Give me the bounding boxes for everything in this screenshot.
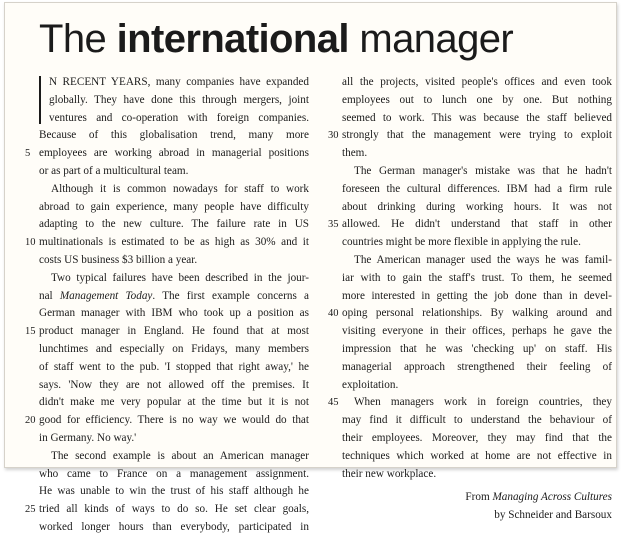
line-number xyxy=(25,181,39,199)
line-number: 20 xyxy=(25,415,36,427)
left-line xyxy=(25,110,309,128)
right-line xyxy=(328,92,612,110)
left-line xyxy=(25,394,309,412)
line-number: 25 xyxy=(25,504,36,516)
left-column xyxy=(25,74,309,537)
line-number: 30 xyxy=(328,130,339,142)
right-line xyxy=(328,181,612,199)
right-line xyxy=(328,74,612,92)
left-line xyxy=(25,412,309,430)
line-number xyxy=(25,270,39,288)
right-line xyxy=(328,216,612,234)
line-text: The German manager's mistake was that he hadn't xyxy=(354,164,612,177)
line-text: their employees. Moreover, they may find that the xyxy=(342,431,612,444)
line-number xyxy=(328,323,342,341)
line-number xyxy=(328,110,342,128)
line-text: countries might be more flexible in applying the rule. xyxy=(342,236,581,249)
line-text: of staff went to the pub. 'I stopped that right away,' he xyxy=(39,360,309,373)
line-number xyxy=(25,92,39,110)
right-line xyxy=(328,412,612,430)
line-text: employees out to lunch one by one. But nothing xyxy=(342,93,612,106)
line-number xyxy=(328,430,342,448)
line-text: globally. They have done this through mergers, joint xyxy=(49,93,309,106)
left-line xyxy=(25,448,309,466)
line-text: abroad to gain experience, many people have difficulty xyxy=(39,200,309,213)
left-line xyxy=(25,270,309,288)
line-text: seemed to work. This was because the staff believed xyxy=(342,111,612,124)
line-text: ventures and co-operation with foreign companies. xyxy=(49,111,309,124)
line-text: When managers work in foreign countries, they xyxy=(354,396,612,409)
line-number xyxy=(328,359,342,377)
right-line xyxy=(328,377,612,395)
drop-cap xyxy=(39,76,41,124)
line-text: The second example is about an American manager xyxy=(51,449,309,462)
line-text: impression that he was 'checking up' on staff. His xyxy=(342,342,612,355)
line-number xyxy=(25,341,39,359)
line-number xyxy=(25,519,39,537)
right-line xyxy=(328,163,612,181)
line-text: in Germany. No way.' xyxy=(39,431,137,444)
line-text: German manager with IBM who took up a position as xyxy=(39,307,309,320)
line-text: all the projects, visited people's offices and even took xyxy=(342,76,612,88)
line-number xyxy=(328,199,342,217)
right-column xyxy=(328,74,612,525)
line-number: 10 xyxy=(25,237,36,249)
right-line xyxy=(328,110,612,128)
left-line xyxy=(25,341,309,359)
article-title xyxy=(39,15,513,63)
line-number xyxy=(328,270,342,288)
line-number xyxy=(328,466,342,484)
left-line xyxy=(25,216,309,234)
right-line xyxy=(328,341,612,359)
line-number xyxy=(328,448,342,466)
line-number xyxy=(328,341,342,359)
line-number xyxy=(328,92,342,110)
right-line xyxy=(328,127,612,145)
line-number: 40 xyxy=(328,308,339,320)
line-number xyxy=(25,110,39,128)
right-line xyxy=(328,305,612,323)
left-line xyxy=(25,359,309,377)
line-text: their new workplace. xyxy=(342,467,437,480)
line-text: didn't make me very popular at the time but it is not xyxy=(39,396,309,409)
right-line xyxy=(328,394,612,412)
line-number xyxy=(328,234,342,252)
right-line xyxy=(328,430,612,448)
left-line xyxy=(25,483,309,501)
left-line xyxy=(25,199,309,217)
left-line xyxy=(25,127,309,145)
credit-authors: by Schneider and Barsoux xyxy=(494,509,612,522)
line-number xyxy=(328,163,342,181)
left-line xyxy=(25,501,309,519)
right-line xyxy=(328,234,612,252)
line-text: about drinking during working hours. It was not xyxy=(342,200,612,213)
line-number xyxy=(328,377,342,395)
line-number xyxy=(328,288,342,306)
line-number xyxy=(328,74,342,92)
line-number xyxy=(25,199,39,217)
right-line xyxy=(328,323,612,341)
line-text: Although it is common nowadays for staff to work xyxy=(51,182,309,195)
line-number: 35 xyxy=(328,219,339,231)
line-text: costs US business $3 billion a year. xyxy=(39,253,198,266)
line-text: or as part of a multicultural team. xyxy=(39,164,189,177)
title-prefix: The xyxy=(39,17,107,61)
title-suffix: manager xyxy=(359,17,514,61)
line-number xyxy=(25,430,39,448)
line-text: who came to France on a management assignment. xyxy=(39,467,309,480)
line-text: Because of this globalisation trend, many more xyxy=(39,129,309,142)
line-number xyxy=(328,412,342,430)
left-line xyxy=(25,430,309,448)
left-line xyxy=(25,163,309,181)
line-number xyxy=(25,127,39,145)
credit-from: From xyxy=(465,491,493,504)
line-text: techniques which worked at home are not effective in xyxy=(342,449,612,462)
title-bold: international xyxy=(116,17,349,61)
left-line xyxy=(25,74,309,92)
line-number xyxy=(25,74,39,92)
line-text: them. xyxy=(342,147,368,160)
line-number: 5 xyxy=(25,148,31,160)
line-number xyxy=(328,145,342,163)
left-line xyxy=(25,92,309,110)
line-text: strongly that the management were trying to exploit xyxy=(342,129,612,142)
left-line xyxy=(25,145,309,163)
line-number xyxy=(25,483,39,501)
right-line xyxy=(328,199,612,217)
credit-book: Managing Across Cultures xyxy=(492,491,612,504)
line-text: may find it difficult to understand the behaviour of xyxy=(342,414,612,427)
line-number xyxy=(328,181,342,199)
line-text: adapting to the new culture. The failure rate in US xyxy=(39,218,309,231)
right-line xyxy=(328,252,612,270)
line-number xyxy=(25,394,39,412)
line-number xyxy=(25,377,39,395)
journal-title: Management Today xyxy=(59,289,153,302)
line-text: He was unable to win the trust of his staff although he xyxy=(39,485,309,498)
line-text: oping personal relationships. By walking around and xyxy=(342,307,612,320)
line-text: Two typical failures have been described in the jour- xyxy=(51,271,309,284)
line-number xyxy=(25,216,39,234)
line-text: managerial approach strengthened their feeling of xyxy=(342,360,612,373)
line-text: says. 'Now they are not allowed off the premises. It xyxy=(39,378,309,391)
left-line xyxy=(25,323,309,341)
line-text: multinationals is estimated to be as high as 30% and it xyxy=(39,236,309,249)
left-line xyxy=(25,252,309,270)
line-number: 15 xyxy=(25,326,36,338)
line-number xyxy=(25,359,39,377)
left-line xyxy=(25,466,309,484)
line-text: N RECENT YEARS, many companies have expanded xyxy=(49,76,309,88)
line-number: 45 xyxy=(328,397,339,409)
left-line xyxy=(25,288,309,306)
line-text: The American manager used the ways he was famil- xyxy=(354,253,612,266)
line-number xyxy=(25,252,39,270)
line-text: foreseen the cultural differences. IBM had a firm rule xyxy=(342,182,612,195)
line-text: visiting everyone in their offices, perhaps he gave the xyxy=(342,325,612,338)
line-text: more interested in getting the job done than in devel- xyxy=(342,289,612,302)
right-line xyxy=(328,466,612,484)
right-line xyxy=(328,270,612,288)
line-text: product manager in England. He found that at most xyxy=(39,325,309,338)
line-text: worked longer hours than everybody, participated in xyxy=(39,520,309,533)
line-text: iar with to gain the staff's trust. To them, he seemed xyxy=(342,271,612,284)
line-number xyxy=(25,288,39,306)
left-line xyxy=(25,519,309,537)
line-text: tried all kinds of ways to do so. He set clear goals, xyxy=(39,503,309,516)
right-line xyxy=(328,359,612,377)
line-number xyxy=(25,448,39,466)
line-text: lunchtimes and especially on Fridays, many members xyxy=(39,342,309,355)
line-text: exploitation. xyxy=(342,378,399,391)
line-text: nal Management Today. The first example concerns a xyxy=(39,289,309,302)
right-line xyxy=(328,288,612,306)
right-line xyxy=(328,448,612,466)
right-line xyxy=(328,145,612,163)
line-text: good for efficiency. There is no way we would do that xyxy=(39,414,309,427)
line-number xyxy=(25,305,39,323)
left-line xyxy=(25,234,309,252)
source-credit xyxy=(328,489,612,507)
line-number xyxy=(25,163,39,181)
line-text: employees are working abroad in managerial positions xyxy=(39,147,309,160)
line-number xyxy=(328,252,342,270)
left-line xyxy=(25,305,309,323)
article-page xyxy=(4,2,617,533)
line-number xyxy=(25,466,39,484)
left-line xyxy=(25,377,309,395)
line-text: allowed. He didn't understand that staff in other xyxy=(342,218,612,231)
left-line xyxy=(25,181,309,199)
